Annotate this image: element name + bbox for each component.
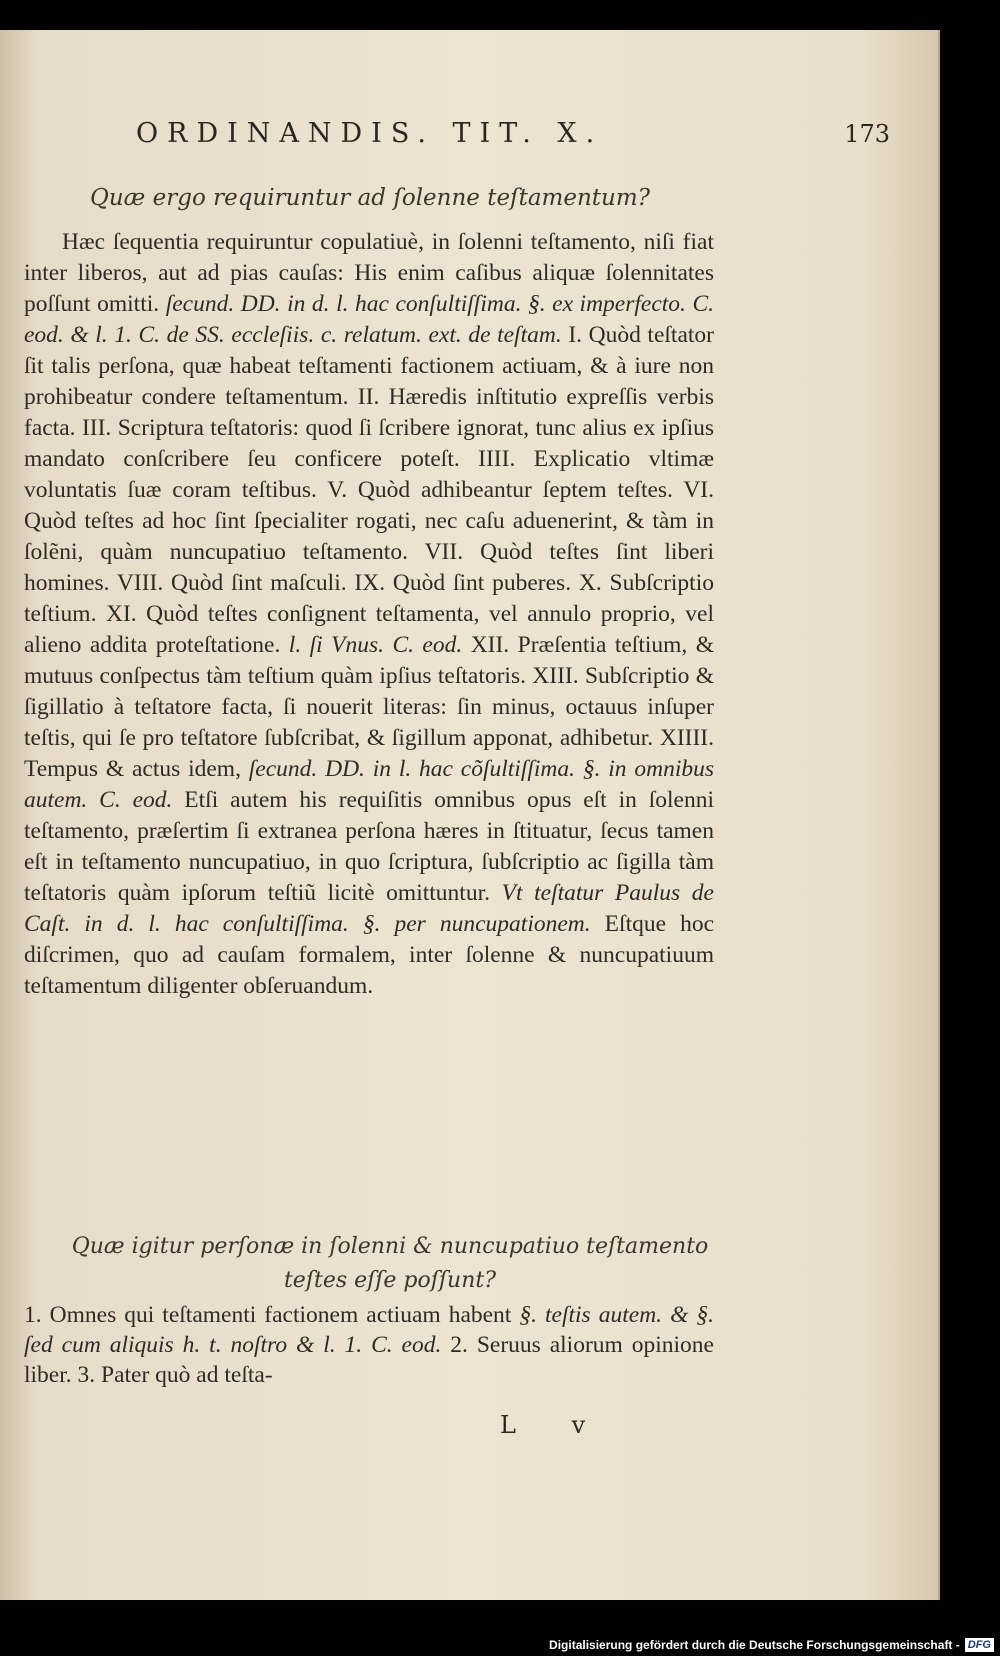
text-run: XII. Præſentia teſtium, & mutuus conſpectus tàm teſtium quàm ipſius teſtatoris. XIII. Subſcriptio & ſigillatio à teſtatore facta, ſi nouerit literas: ſin minus, octauus inſuper teſtis, qui ſe pro teſtatore ſubſcribat, & ſigillum apponat, adhibetur. XIIII. Tempus & actus idem, bbox=[24, 632, 714, 782]
question-heading-1: Quæ ergo requiruntur ad ſolenne teſtamentum? bbox=[90, 185, 650, 211]
text-run: I. Quòd teſtator ſit talis perſona, quæ habeat teſtamenti factionem actiuam, & à iure non prohibeatur condere teſtamentum. II. Hæredis inſtitutio expreſſis verbis facta. III. Scriptura teſtatoris: quod ſi ſcribere ignorat, tunc alius ex ipſius mandato conſcribere ſeu conficere poteſt. IIII. Explicatio vltimæ voluntatis ſuæ coram teſtibus. V. Quòd adhibeantur ſeptem teſtes. VI. Quòd teſtes ad hoc ſint ſpecialiter rogati, nec caſu aduenerint, & tàm in ſolẽni, quàm nuncupatiuo teſtamento. VII. Quòd teſtes ſint liberi homines. VIII. Quòd ſint maſculi. IX. Quòd ſint puberes. X. Subſcriptio teſtium. XI. Quòd teſtes conſignent teſtamenta, vel annulo proprio, vel alieno addita proteſtatione. bbox=[24, 322, 714, 658]
running-title: ORDINANDIS. TIT. X. bbox=[136, 118, 604, 149]
signature-mark: L v bbox=[500, 1411, 610, 1439]
body-paragraph-1 bbox=[24, 227, 714, 1217]
citation: l. ſi Vnus. C. eod. bbox=[288, 632, 463, 658]
citation: ſecund. DD. in l. hac cõſultiſſima. §. in omnibus autem. C. eod. bbox=[24, 756, 715, 813]
text-run: Etſi autem his requiſitis omnibus opus eſt in ſolenni teſtamento, præſertim ſi extranea perſona hæres in ſtituatur, ſecus tamen eſt in teſtamento nuncupatiuo, in quo ſcriptura, ſubſcriptio ac ſigilla tàm teſtatoris quàm ipſorum teſtiũ licitè omittuntur. bbox=[24, 787, 714, 906]
footer-bar bbox=[0, 1634, 1000, 1656]
citation: §. teſtis autem. & §. ſed cum aliquis h. t. noſtro & l. 1. C. eod. bbox=[24, 1302, 714, 1358]
text-run: Hæc ſequentia requiruntur copulatiuè, in ſolenni teſtamento, niſi fiat inter liberos, aut ad pias cauſas: His enim caſibus aliquæ ſolennitates poſſunt omitti. bbox=[24, 229, 714, 317]
page-header bbox=[130, 118, 890, 158]
footer-credit: Digitalisierung gefördert durch die Deutsche Forschungsgemeinschaft - bbox=[549, 1638, 960, 1652]
text-run: 1. Omnes qui teſtamenti factionem actiuam habent bbox=[24, 1302, 520, 1328]
citation: ſecund. DD. in d. l. hac conſultiſſima. §. ex imperfecto. C. eod. & l. 1. C. de SS. eccleſiis. c. relatum. ext. de teſtam. bbox=[24, 291, 714, 348]
dfg-logo-icon: DFG bbox=[965, 1638, 994, 1652]
question-heading-2: Quæ igitur perſonæ in ſolenni & nuncupatiuo teſtamento teſtes eſſe poſſunt? bbox=[71, 1234, 709, 1293]
citation: Vt teſtatur Paulus de Caſt. in d. l. hac conſultiſſima. §. per nuncupationem. bbox=[24, 880, 714, 937]
page-number: 173 bbox=[844, 120, 890, 148]
text-run: Eſtque hoc diſcrimen, quo ad cauſam formalem, inter ſolenne & nuncupatiuum teſtamentum diligenter obſeruandum. bbox=[24, 911, 714, 999]
body-paragraph-2 bbox=[24, 1300, 714, 1400]
book-page bbox=[0, 30, 940, 1600]
text-run: 2. Seruus aliorum opinione liber. 3. Pater quò ad teſta- bbox=[24, 1332, 714, 1388]
